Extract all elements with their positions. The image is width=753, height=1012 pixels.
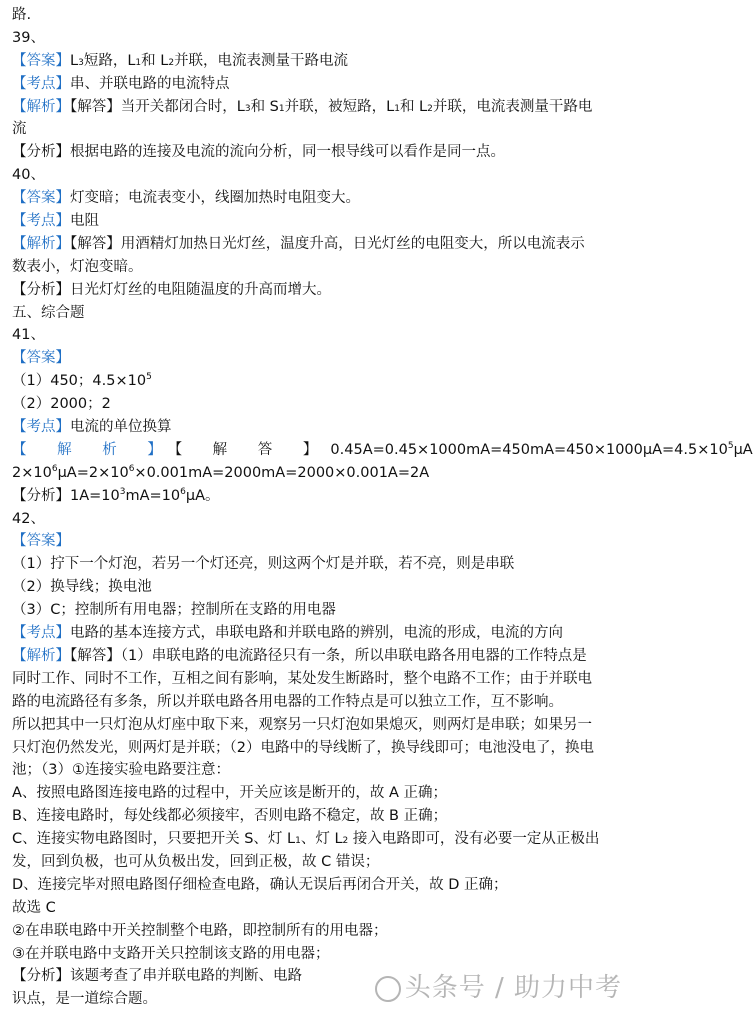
solution-line [12, 96, 626, 119]
answer-item: （1）450；$4.5\times 10^5$ [12, 372, 152, 390]
fenxi-text: 日光灯灯丝的电阻随温度的升高而增大。 [70, 281, 331, 298]
question-number-42: 42、 [12, 510, 45, 527]
option-b: B、连接电路时，每处线都必须接牢，否则电路不稳定，故 B 正确； [12, 808, 448, 825]
fenxi-line [12, 141, 626, 164]
text-line: 路的电流路径有多条，所以并联电路各用电器的工作特点是可以独立工作，互不影响。 [12, 693, 563, 710]
solution-line [12, 439, 753, 462]
answer-text: $L_3$短路，$L_1$和 $L_2$并联，电流表测量干路电流 [70, 52, 349, 69]
watermark-logo-icon [375, 976, 401, 1002]
fenxi-tag: 【分析】 [12, 487, 70, 504]
text-line: 路. [12, 7, 32, 23]
solution-text: 当开关都闭合时，$L_3$和 $S_1$并联，被短路，$L_1$和 $L_2$并联，电流表测量干路电 [120, 98, 593, 115]
answer-text: 灯变暗；电流表变小，线圈加热时电阻变大。 [70, 190, 360, 207]
text-line: 数表小，灯泡变暗。 [12, 258, 143, 275]
solution-line [12, 645, 626, 668]
point-text: 电路的基本连接方式，串联电路和并联电路的辨别，电流的形成，电流的方向 [70, 625, 563, 642]
solution-line [12, 233, 626, 256]
answer-tag: 【答案】 [12, 52, 70, 69]
point-text: 串、并联电路的电流特点 [70, 75, 230, 92]
option-c: C、连接实物电路图时，只要把开关 S、灯 $L_1$、灯 $L_2$ 接入电路即可，没有必要一定从正极出 [12, 831, 600, 848]
analysis-tag: 【解析】 [12, 647, 70, 664]
answer-item: （2）2000；2 [12, 396, 111, 413]
fenxi-tag: 【分析】 [12, 281, 70, 298]
analysis-tag: 【解析】 [12, 235, 70, 252]
text-line: $2\times 10^6\mu A=2\times 10^6\times 0.001mA=2000mA=2000\times 0.001A=2A$ [12, 463, 430, 481]
text-line: 只灯泡仍然发光，则两灯是并联；（2）电路中的导线断了，换导线即可；电池没电了，换电 [12, 739, 594, 756]
text-line: 池；（3）①连接实验电路要注意： [12, 762, 230, 779]
section-heading: 五、综合题 [12, 304, 85, 321]
answer-line [12, 50, 626, 73]
watermark [371, 967, 622, 1004]
text-line: 流 [12, 121, 27, 138]
answer-tag: 【答案】 [12, 190, 70, 207]
option-c-cont: 发，回到负极，也可从负极出发，回到正极，故 C 错误； [12, 853, 380, 870]
fenxi-text: 该题考查了串并联电路的判断、电路 [70, 968, 302, 985]
point-line [12, 210, 626, 233]
answer-item: （3）C；控制所有用电器；控制所在支路的用电器 [12, 602, 336, 619]
solution-text: （1）串联电路的电流路径只有一条，所以串联电路各用电器的工作特点是 [120, 647, 587, 664]
answer-line [12, 347, 626, 370]
fenxi-text: 根据电路的连接及电流的流向分析，同一根导线可以看作是同一点。 [70, 144, 505, 161]
point-tag: 【考点】 [12, 75, 70, 92]
point-text: 电流的单位换算 [70, 419, 172, 436]
text-line: 识点，是一道综合题。 [12, 991, 157, 1008]
answer-item: （2）换导线；换电池 [12, 579, 152, 596]
fenxi-tag: 【分析】 [12, 144, 70, 161]
solution-tag: 【解答】 [70, 647, 121, 664]
question-number-40: 40、 [12, 167, 45, 184]
solution-tag: 【解答】 [70, 98, 121, 115]
watermark-text: 头条号 / 助力中考 [404, 973, 622, 1003]
option-d: D、连接完毕对照电路图仔细检查电路，确认无误后再闭合开关，故 D 正确； [12, 876, 508, 893]
choice-line: 故选 C [12, 899, 56, 916]
text-line: 所以把其中一只灯泡从灯座中取下来，观察另一只灯泡如果熄灭，则两灯是串联；如果另一 [12, 716, 592, 733]
solution-text: 用酒精灯加热日光灯丝，温度升高，日光灯丝的电阻变大，所以电流表示 [120, 235, 585, 252]
solution-tag: 【解答】 [70, 235, 121, 252]
fenxi-text: $1A=10^3mA=10^6\mu A$。 [70, 486, 220, 504]
fenxi-tag: 【分析】 [12, 968, 70, 985]
analysis-tag: 【解析】 [12, 98, 70, 115]
text-line: ③在并联电路中支路开关只控制该支路的用电器； [12, 945, 330, 962]
question-number-39: 39、 [12, 29, 45, 46]
option-a: A、按照电路图连接电路的过程中，开关应该是断开的，故 A 正确； [12, 785, 448, 802]
solution-text: $0.45A=0.45\times 1000mA=450mA=450\times 1000\mu A=4.5\times 10^5\mu A$ [330, 440, 753, 458]
fenxi-line [12, 279, 626, 302]
answer-item: （1）拧下一个灯泡，若另一个灯还亮，则这两个灯是并联，若不亮，则是串联 [12, 556, 515, 573]
point-tag: 【考点】 [12, 419, 70, 436]
solution-tag: 【 解 答 】 [174, 441, 331, 458]
answer-tag: 【答案】 [12, 350, 70, 367]
text-line: ②在串联电路中开关控制整个电路，即控制所有的用电器； [12, 922, 388, 939]
point-tag: 【考点】 [12, 625, 70, 642]
analysis-tag: 【 解 析 】 [12, 441, 175, 458]
point-text: 电阻 [70, 213, 99, 230]
text-line: 同时工作、同时不工作，互相之间有影响，某处发生断路时，整个电路不工作；由于并联电 [12, 670, 592, 687]
point-line [12, 622, 626, 645]
point-line [12, 73, 626, 96]
point-line [12, 416, 626, 439]
answer-line [12, 187, 626, 210]
answer-line [12, 530, 626, 553]
point-tag: 【考点】 [12, 213, 70, 230]
fenxi-line [12, 485, 626, 508]
question-number-41: 41、 [12, 327, 45, 344]
answer-tag: 【答案】 [12, 533, 70, 550]
